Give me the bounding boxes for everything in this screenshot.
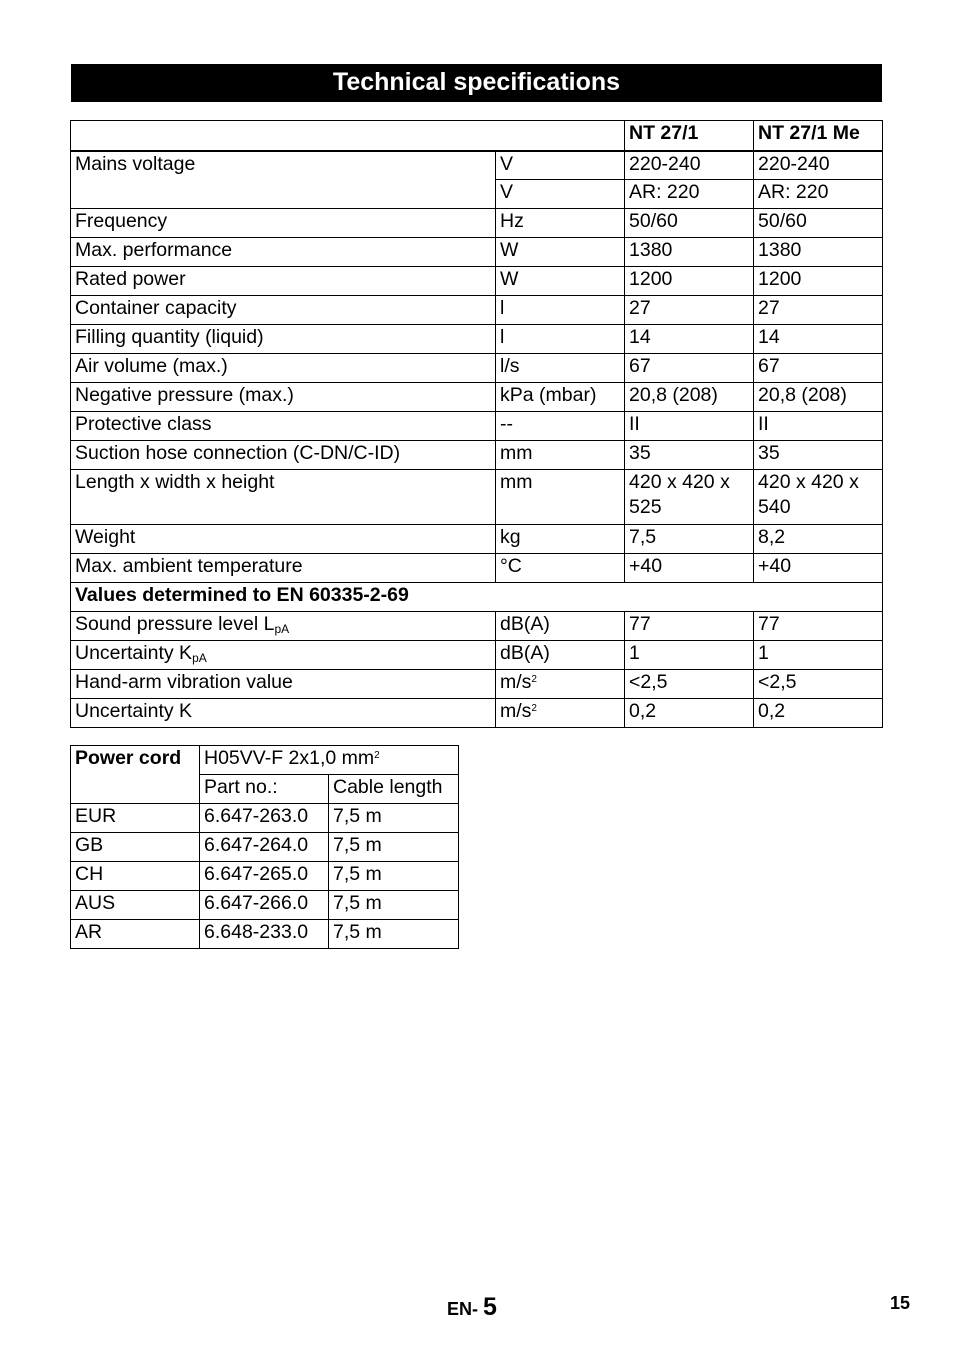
table-row: [71, 238, 883, 267]
row-label: Length x width x height: [71, 470, 496, 525]
part-number-cell: 6.647-263.0: [200, 804, 329, 833]
row-value-a: 50/60: [625, 209, 754, 238]
footer-section-number: 5: [483, 1293, 497, 1321]
country-cell: AUS: [71, 891, 200, 920]
part-number-cell: 6.648-233.0: [200, 920, 329, 949]
power-cord-label: Power cord: [71, 746, 200, 804]
footer-separator: -: [472, 1299, 479, 1319]
row-value-a: 1380: [625, 238, 754, 267]
page-title: Technical specifications: [71, 64, 882, 102]
row-label: Protective class: [71, 412, 496, 441]
row-unit: °C: [496, 554, 625, 583]
row-value-a: II: [625, 412, 754, 441]
footer-section-label: [447, 1293, 497, 1322]
cable-length-cell: 7,5 m: [329, 833, 459, 862]
country-cell: CH: [71, 862, 200, 891]
row-value-b: 1200: [754, 267, 883, 296]
part-number-cell: 6.647-265.0: [200, 862, 329, 891]
row-label: Filling quantity (liquid): [71, 325, 496, 354]
row-value-a: 67: [625, 354, 754, 383]
row-value-a: 14: [625, 325, 754, 354]
cord-type-text: H05VV-F 2x1,0 mm: [204, 747, 375, 769]
row-value-a: 35: [625, 441, 754, 470]
row-label: Max. ambient temperature: [71, 554, 496, 583]
label-subscript: pA: [192, 651, 207, 665]
table-row: [71, 891, 459, 920]
table-row: [71, 383, 883, 412]
row-label: Rated power: [71, 267, 496, 296]
row-value-b: 1: [754, 641, 883, 670]
column-header-nt27-1: NT 27/1: [625, 121, 754, 151]
row-value-b: 420 x 420 x 540: [754, 470, 883, 525]
table-row: [71, 354, 883, 383]
unit-text: m/s: [500, 671, 532, 693]
row-value-a: +40: [625, 554, 754, 583]
label-subscript: pA: [274, 622, 290, 636]
row-unit: Hz: [496, 209, 625, 238]
power-cord-type: [200, 746, 459, 775]
section-title: Values determined to EN 60335-2-69: [71, 583, 883, 612]
row-value-b: 27: [754, 296, 883, 325]
row-unit: l/s: [496, 354, 625, 383]
table-row: [71, 151, 883, 180]
unit-superscript: 2: [531, 703, 537, 714]
row-unit: l: [496, 325, 625, 354]
column-header-nt27-1-me: NT 27/1 Me: [754, 121, 883, 151]
table-row: [71, 612, 883, 641]
part-number-cell: 6.647-264.0: [200, 833, 329, 862]
row-label: Max. performance: [71, 238, 496, 267]
row-unit: l: [496, 296, 625, 325]
row-label: Container capacity: [71, 296, 496, 325]
cable-length-header: Cable length: [329, 775, 459, 804]
part-number-header: Part no.:: [200, 775, 329, 804]
row-value-b: 67: [754, 354, 883, 383]
row-value-b: II: [754, 412, 883, 441]
cable-length-cell: 7,5 m: [329, 920, 459, 949]
table-row: [71, 670, 883, 699]
row-label: Suction hose connection (C-DN/C-ID): [71, 441, 496, 470]
row-unit: [496, 699, 625, 728]
row-value-a: 1200: [625, 267, 754, 296]
table-row: [71, 209, 883, 238]
country-cell: AR: [71, 920, 200, 949]
row-label: Mains voltage: [71, 151, 496, 209]
row-unit: dB(A): [496, 641, 625, 670]
table-row: [71, 554, 883, 583]
footer-language: EN: [447, 1299, 473, 1319]
row-value-b: 220-240: [754, 151, 883, 180]
part-number-cell: 6.647-266.0: [200, 891, 329, 920]
row-label: [71, 641, 496, 670]
row-value-a: 1: [625, 641, 754, 670]
row-unit: kPa (mbar): [496, 383, 625, 412]
unit-superscript: 2: [531, 674, 537, 685]
power-cord-header-row: [71, 746, 459, 775]
row-value-a: 27: [625, 296, 754, 325]
row-unit: mm: [496, 441, 625, 470]
country-cell: EUR: [71, 804, 200, 833]
table-row: [71, 412, 883, 441]
row-value-b: 14: [754, 325, 883, 354]
cable-length-cell: 7,5 m: [329, 891, 459, 920]
row-value-a: 77: [625, 612, 754, 641]
row-value-a: 420 x 420 x 525: [625, 470, 754, 525]
unit-text: m/s: [500, 700, 532, 722]
row-value-a: 0,2: [625, 699, 754, 728]
row-value-b: 1380: [754, 238, 883, 267]
power-cord-table: [70, 745, 459, 949]
header-blank-cell: [71, 121, 625, 151]
row-value-b: +40: [754, 554, 883, 583]
section-row: [71, 583, 883, 612]
row-unit: dB(A): [496, 612, 625, 641]
row-unit: W: [496, 267, 625, 296]
row-label: Weight: [71, 525, 496, 554]
row-unit: --: [496, 412, 625, 441]
table-row: [71, 267, 883, 296]
cable-length-cell: 7,5 m: [329, 862, 459, 891]
label-text: Uncertainty K: [75, 642, 193, 664]
label-text: Sound pressure level L: [75, 613, 275, 635]
row-unit: mm: [496, 470, 625, 525]
row-unit: kg: [496, 525, 625, 554]
row-label: Air volume (max.): [71, 354, 496, 383]
row-label: Hand-arm vibration value: [71, 670, 496, 699]
table-row: [71, 470, 883, 525]
cord-type-superscript: 2: [374, 750, 380, 761]
row-label: [71, 612, 496, 641]
row-value-b: 35: [754, 441, 883, 470]
row-unit: W: [496, 238, 625, 267]
row-value-b: 0,2: [754, 699, 883, 728]
row-unit: [496, 670, 625, 699]
specifications-table: [70, 120, 883, 728]
table-row: [71, 525, 883, 554]
row-label: Negative pressure (max.): [71, 383, 496, 412]
row-value-a: AR: 220: [625, 180, 754, 209]
row-value-b: 8,2: [754, 525, 883, 554]
table-row: [71, 833, 459, 862]
table-row: [71, 804, 459, 833]
row-label: Frequency: [71, 209, 496, 238]
table-row: [71, 325, 883, 354]
cable-length-cell: 7,5 m: [329, 804, 459, 833]
row-value-b: <2,5: [754, 670, 883, 699]
table-row: [71, 441, 883, 470]
row-value-b: 77: [754, 612, 883, 641]
table-row: [71, 862, 459, 891]
table-row: [71, 699, 883, 728]
table-row: [71, 920, 459, 949]
row-value-b: 50/60: [754, 209, 883, 238]
table-row: [71, 296, 883, 325]
row-unit: V: [496, 180, 625, 209]
row-value-a: 7,5: [625, 525, 754, 554]
row-value-a: <2,5: [625, 670, 754, 699]
row-unit: V: [496, 151, 625, 180]
country-cell: GB: [71, 833, 200, 862]
row-value-b: AR: 220: [754, 180, 883, 209]
table-row: [71, 641, 883, 670]
row-label: Uncertainty K: [71, 699, 496, 728]
table-header-row: [71, 121, 883, 151]
page-number: 15: [890, 1293, 911, 1313]
row-value-b: 20,8 (208): [754, 383, 883, 412]
row-value-a: 220-240: [625, 151, 754, 180]
row-value-a: 20,8 (208): [625, 383, 754, 412]
